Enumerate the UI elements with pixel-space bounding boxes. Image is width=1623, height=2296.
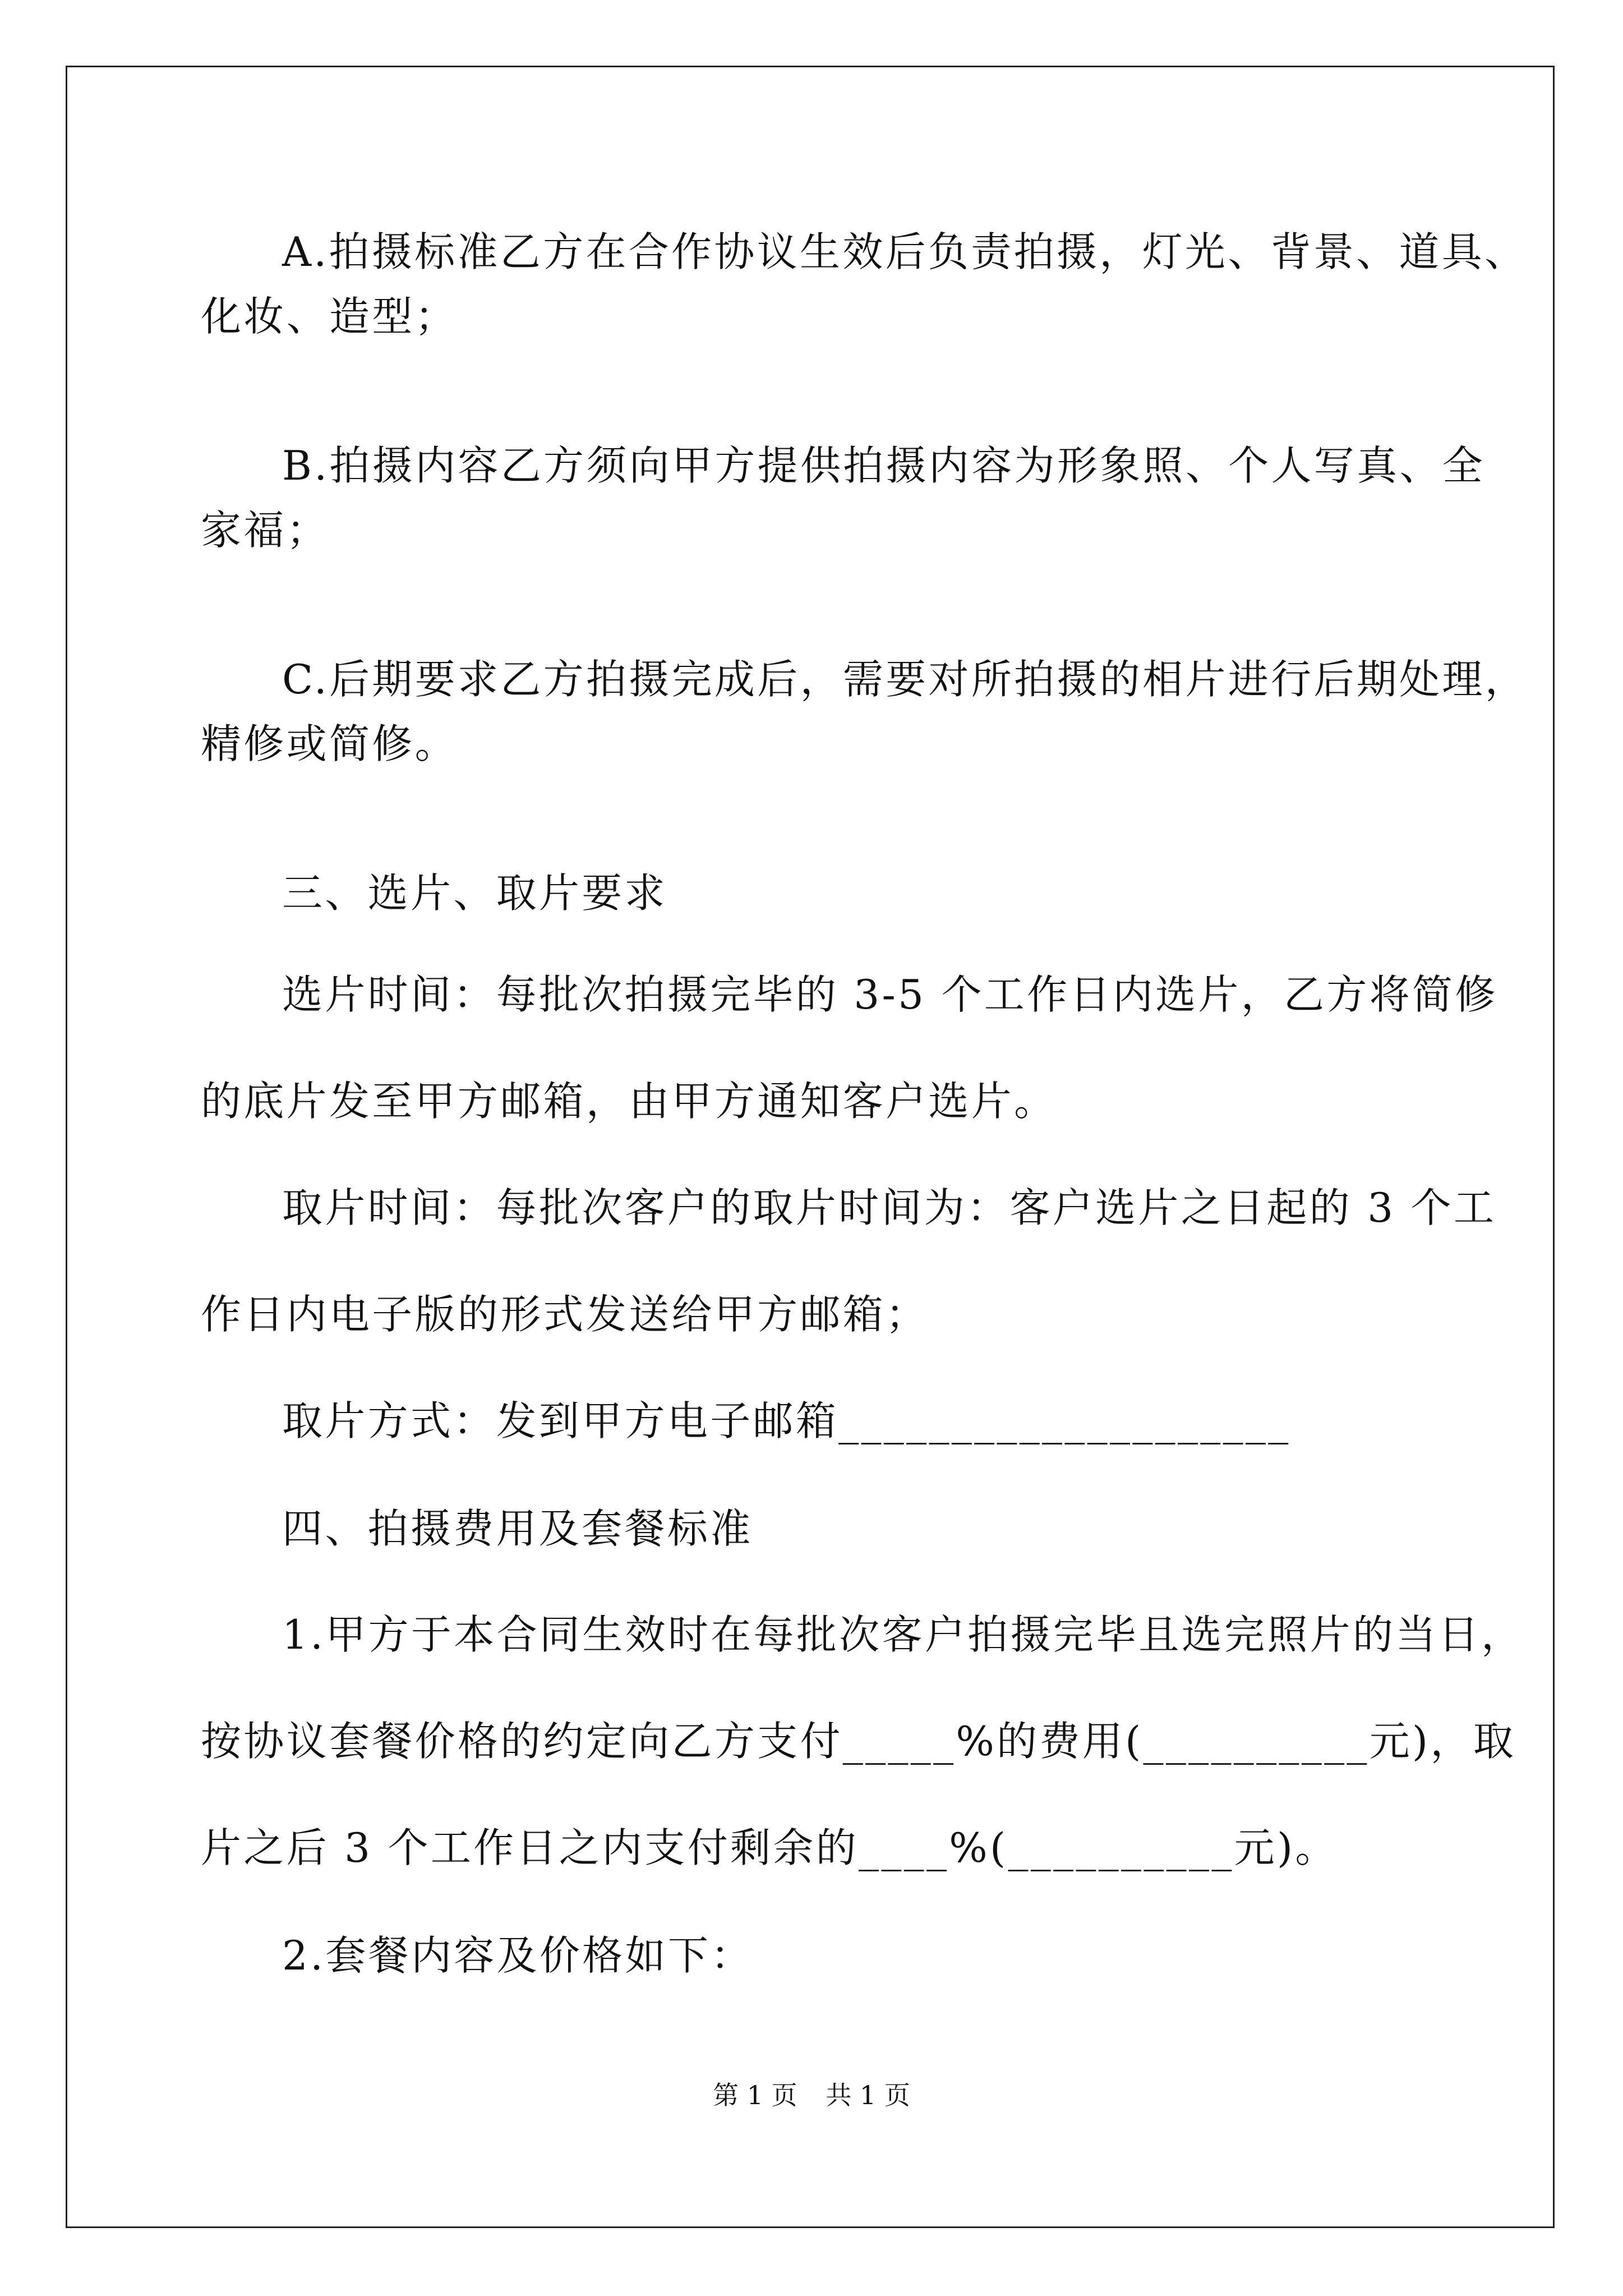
- paragraph-line: 2.套餐内容及价格如下：: [282, 1932, 754, 1979]
- paragraph-line: 取片时间：每批次客户的取片时间为：客户选片之日起的 3 个工: [282, 1184, 1497, 1231]
- paragraph-line: 1.甲方于本合同生效时在每批次客户拍摄完毕且选完照片的当日，: [282, 1611, 1524, 1658]
- paragraph-line: A.拍摄标准乙方在合作协议生效后负责拍摄，灯光、背景、道具、: [282, 228, 1528, 275]
- paragraph-line: 化妆、造型；: [201, 293, 458, 340]
- paragraph-line: C.后期要求乙方拍摄完成后，需要对所拍摄的相片进行后期处理，: [282, 656, 1528, 703]
- paragraph-line: 取片方式：发到甲方电子邮箱____________________: [282, 1397, 1291, 1444]
- paragraph-line: 家福；: [201, 507, 329, 554]
- section-heading: 三、选片、取片要求: [282, 869, 667, 917]
- section-heading: 四、拍摄费用及套餐标准: [282, 1505, 753, 1552]
- page-footer: [0, 2078, 1623, 2112]
- paragraph-line: 精修或简修。: [201, 720, 458, 767]
- paragraph-line: 按协议套餐价格的约定向乙方支付_____%的费用(__________元)，取: [201, 1718, 1516, 1765]
- paragraph-line: 作日内电子版的形式发送给甲方邮箱；: [201, 1291, 929, 1338]
- paragraph-line: 选片时间：每批次拍摄完毕的 3-5 个工作日内选片，乙方将简修: [282, 971, 1498, 1018]
- page-total: 共 1 页: [826, 2080, 910, 2110]
- paragraph-line: 片之后 3 个工作日之内支付剩余的____%(__________元)。: [201, 1824, 1338, 1871]
- page-border: [66, 66, 1555, 2228]
- paragraph-line: B.拍摄内容乙方须向甲方提供拍摄内容为形象照、个人写真、全: [282, 442, 1486, 489]
- paragraph-line: 的底片发至甲方邮箱，由甲方通知客户选片。: [201, 1078, 1057, 1125]
- page-number: 第 1 页: [713, 2080, 797, 2110]
